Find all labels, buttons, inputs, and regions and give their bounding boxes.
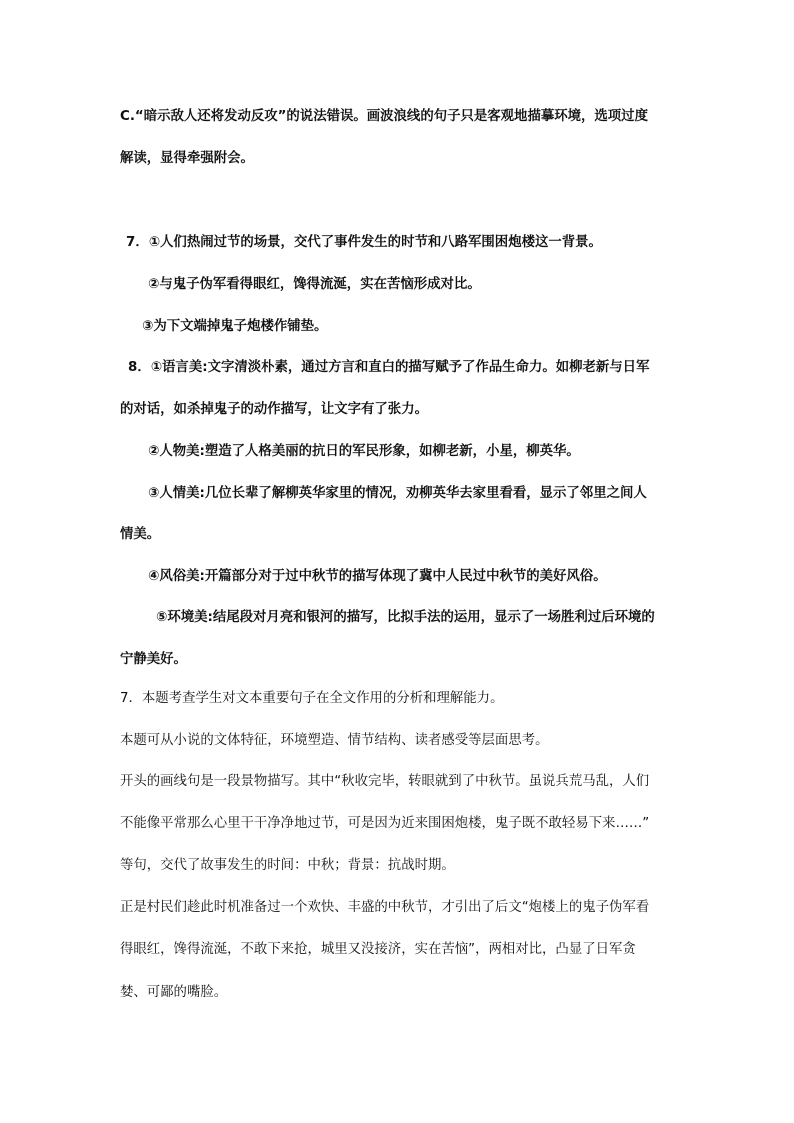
answer-8-item-1-line-1: 8．①语言美:文字清淡朴素，通过方言和直白的描写赋予了作品生命力。如柳老新与日军 — [128, 360, 650, 375]
answer-8-item-3-line-2: 情美。 — [120, 527, 161, 542]
analysis-7-line-1: 7．本题考查学生对文本重要句子在全文作用的分析和理解能力。 — [120, 691, 504, 706]
answer-8-item-4: ④风俗美:开篇部分对于过中秋节的描写体现了冀中人民过中秋节的美好风俗。 — [148, 569, 607, 584]
answer-c-line-1: C.“暗示敌人还将发动反攻”的说法错误。画波浪线的句子只是客观地描摹环境，选项过度 — [120, 109, 648, 124]
analysis-7-line-6: 正是村民们趁此时机准备过一个欢快、丰盛的中秋节，才引出了后文“炮楼上的鬼子伪军看 — [120, 900, 650, 915]
analysis-7-line-7: 得眼红，馋得流涎，不敢下来抢，城里又没接济，实在苦恼”，两相对比，凸显了日军贪 — [120, 942, 636, 957]
analysis-7-line-8: 婪、可鄙的嘴脸。 — [120, 985, 228, 1000]
answer-7-item-3: ③为下文端掉鬼子炮楼作铺垫。 — [142, 319, 328, 334]
answer-7-item-1: 7．①人们热闹过节的场景，交代了事件发生的时节和八路军围困炮楼这一背景。 — [126, 235, 602, 250]
answer-8-item-5-line-1: ⑤环境美:结尾段对月亮和银河的描写，比拟手法的运用，显示了一场胜利过后环境的 — [156, 610, 655, 625]
analysis-7-line-5: 等句，交代了故事发生的时间：中秋；背景：抗战时期。 — [120, 858, 455, 873]
analysis-7-line-3: 开头的画线句是一段景物描写。其中“秋收完毕，转眼就到了中秋节。虽说兵荒马乱，人们 — [120, 774, 650, 789]
answer-7-item-2: ②与鬼子伪军看得眼红，馋得流涎，实在苦恼形成对比。 — [148, 277, 481, 292]
answer-8-item-5-line-2: 宁静美好。 — [120, 652, 187, 667]
answer-8-item-1-line-2: 的对话，如杀掉鬼子的动作描写，让文字有了张力。 — [120, 402, 428, 417]
answer-8-item-2: ②人物美:塑造了人格美丽的抗日的军民形象，如柳老新，小星，柳英华。 — [148, 444, 580, 459]
answer-8-item-3-line-1: ③人情美:几位长辈了解柳英华家里的情况，劝柳英华去家里看看，显示了邻里之间人 — [148, 486, 647, 501]
analysis-7-line-4: 不能像平常那么心里干干净净地过节，可是因为近来围困炮楼，鬼子既不敢轻易下来……” — [120, 816, 650, 831]
answer-c-line-2: 解读，显得牵强附会。 — [120, 151, 254, 166]
analysis-7-line-2: 本题可从小说的文体特征，环境塑造、情节结构、读者感受等层面思考。 — [120, 733, 549, 748]
